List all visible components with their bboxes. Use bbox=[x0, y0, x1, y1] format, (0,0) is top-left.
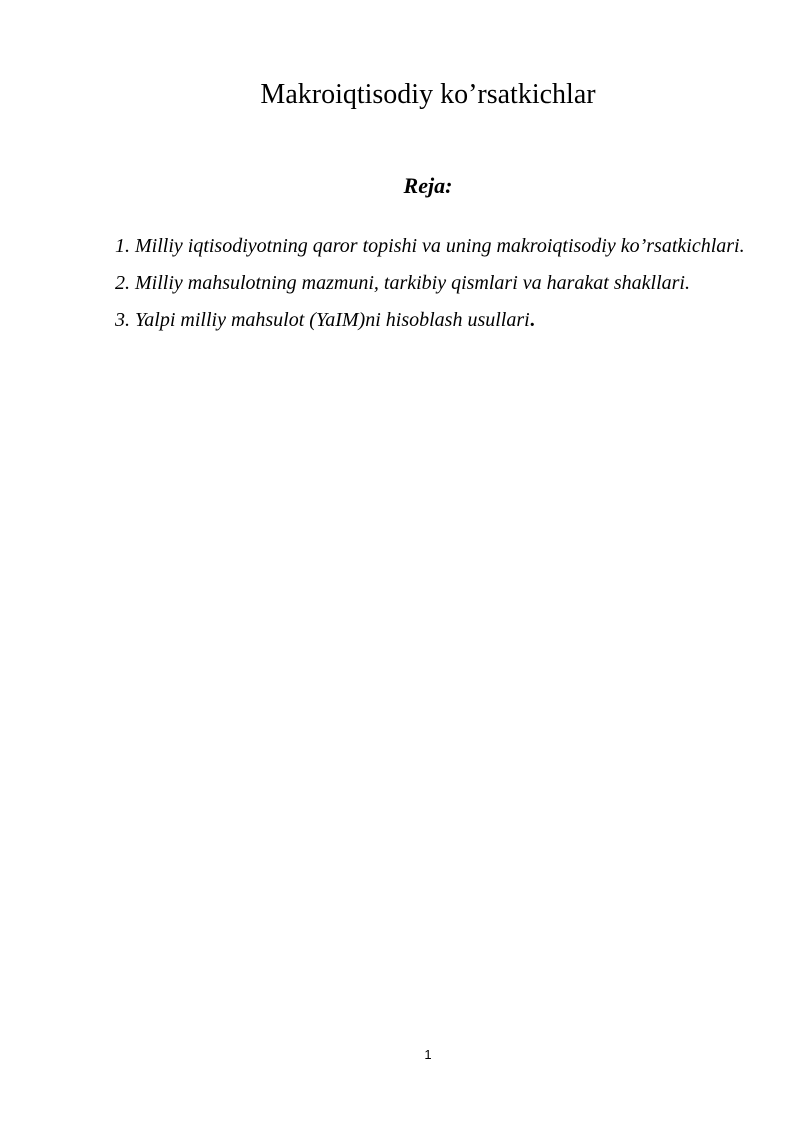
plan-item-text: 1. Milliy iqtisodiyotning qaror topishi va uning makroiqtisodiy ko’rsatkichlari. bbox=[115, 235, 745, 257]
plan-item-1 bbox=[115, 228, 755, 265]
plan-list bbox=[115, 228, 755, 339]
plan-item-final-period: . bbox=[529, 309, 535, 331]
plan-item-3 bbox=[115, 302, 755, 339]
plan-item-text: 2. Milliy mahsulotning mazmuni, tarkibiy qismlari va harakat shakllari. bbox=[115, 272, 690, 294]
plan-item-2 bbox=[115, 265, 755, 302]
plan-heading: Reja: bbox=[403, 173, 453, 198]
page-title: Makroiqtisodiy ko’rsatkichlar bbox=[260, 79, 596, 110]
page-number: 1 bbox=[424, 1047, 432, 1062]
plan-item-text: 3. Yalpi milliy mahsulot (YaIM)ni hisoblash usullari bbox=[115, 309, 530, 331]
